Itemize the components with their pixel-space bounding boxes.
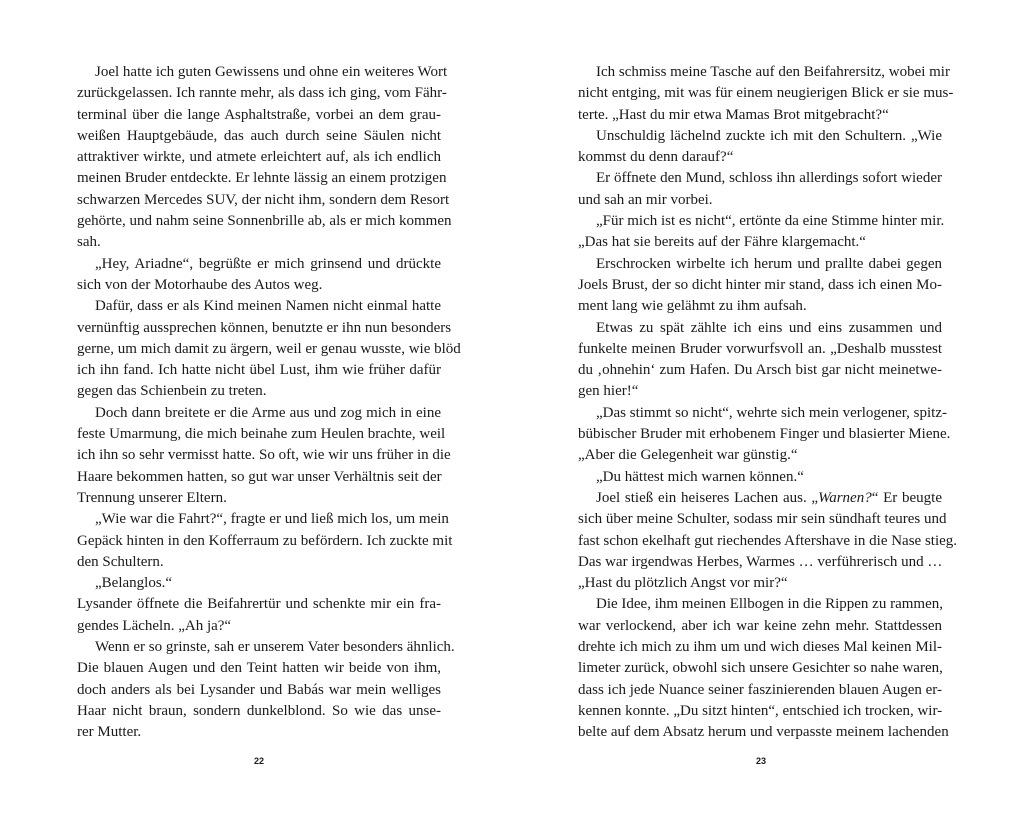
text-line: „Das hat sie bereits auf der Fähre klargemacht.“ xyxy=(578,234,866,251)
right-page-text xyxy=(578,62,958,744)
text-line: Das war irgendwas Herbes, Warmes … verführerisch und … xyxy=(578,553,943,570)
text-line: terte. „Hast du mir etwa Mamas Brot mitgebracht?“ xyxy=(578,106,889,123)
text-line: Er öffnete den Mund, schloss ihn allerdings sofort wieder xyxy=(596,170,942,187)
text-line: Joel stieß ein heiseres Lachen aus. „Warnen?“ Er beugte xyxy=(596,489,942,506)
left-page xyxy=(77,62,461,744)
text-line: Joels Brust, der so dicht hinter mir stand, dass ich einen Mo- xyxy=(578,276,942,293)
text-line: den Schultern. xyxy=(77,553,164,570)
text-line: ich ihn so sehr vermisst hatte. So oft, wie wir uns früher in die xyxy=(77,447,451,464)
text-line: Haare bekommen hatten, so gut war unser Verhältnis seit der xyxy=(77,468,442,485)
text-line: bübischer Bruder mit erhobenem Finger und blasierter Miene. xyxy=(578,426,951,443)
text-line: fast schon ekelhaft gut riechendes Aftershave in die Nase stieg. xyxy=(578,532,958,549)
text-line: Unschuldig lächelnd zuckte ich mit den Schultern. „Wie xyxy=(596,127,942,144)
text-line: Lysander öffnete die Beifahrertür und schenkte mir ein fra- xyxy=(77,596,441,613)
text-line: limeter zurück, obwohl sich unsere Gesichter so nahe waren, xyxy=(578,660,943,677)
text-line: drehte ich mich zu ihm um und wich dieses Mal keinen Mil- xyxy=(578,639,942,656)
text-line: schwarzen Mercedes SUV, der nicht ihm, sondern dem Resort xyxy=(77,191,450,208)
text-line: sich von der Motorhaube des Autos weg. xyxy=(77,276,323,293)
text-line: terminal über die lange Asphaltstraße, vorbei an dem grau- xyxy=(77,106,441,123)
text-line: „Aber die Gelegenheit war günstig.“ xyxy=(578,447,798,464)
text-line: gerne, um mich damit zu ärgern, weil er genau wusste, wie blöd xyxy=(77,340,461,357)
text-line: Trennung unserer Eltern. xyxy=(77,489,227,506)
emphasis: Warnen? xyxy=(818,489,872,506)
text-line: Wenn er so grinste, sah er unserem Vater besonders ähnlich. xyxy=(95,639,455,656)
text-line: „Du hättest mich warnen können.“ xyxy=(596,468,804,485)
text-line: gen hier!“ xyxy=(578,383,639,400)
text-line: ment lang wie gelähmt zu ihm aufsah. xyxy=(578,298,807,315)
text-line: gendes Lächeln. „Ah ja?“ xyxy=(77,617,232,634)
text-line: „Wie war die Fahrt?“, fragte er und ließ mich los, um mein xyxy=(95,511,449,528)
text-line: „Für mich ist es nicht“, ertönte da eine Stimme hinter mir. xyxy=(596,213,945,230)
text-line: Ich schmiss meine Tasche auf den Beifahrersitz, wobei mir xyxy=(596,64,950,80)
text-line: attraktiver wirkte, und atmete erleichtert auf, als ich endlich xyxy=(77,149,441,166)
text-line: „Das stimmt so nicht“, wehrte sich mein verlogener, spitz- xyxy=(596,404,947,421)
text-line: „Hey, Ariadne“, begrüßte er mich grinsend und drückte xyxy=(95,255,441,272)
left-page-text xyxy=(77,62,461,744)
text-line: war verlockend, aber ich war keine zehn mehr. Stattdessen xyxy=(578,617,942,634)
text-line: gegen das Schienbein zu treten. xyxy=(77,383,267,400)
text-line: du ‚ohnehin‘ zum Hafen. Du Arsch bist gar nicht meinetwe- xyxy=(578,362,942,379)
text-line: gehörte, und nahm seine Sonnenbrille ab, als er mich kommen xyxy=(77,213,452,230)
text-line: nicht entging, mit was für einem neugierigen Blick er sie mus- xyxy=(578,85,954,102)
text-line: feste Umarmung, die mich beinahe zum Heulen brachte, weil xyxy=(77,426,446,443)
text-line: doch anders als bei Lysander und Babás war mein welliges xyxy=(77,681,441,698)
text-line: Dafür, dass er als Kind meinen Namen nicht einmal hatte xyxy=(95,298,441,315)
text-line: Die Idee, ihm meinen Ellbogen in die Rippen zu rammen, xyxy=(596,596,943,613)
text-line: Die blauen Augen und den Teint hatten wir beide von ihm, xyxy=(77,660,441,677)
text-line: dass ich jede Nuance seiner faszinierenden blauen Augen er- xyxy=(578,681,942,698)
text-line: sich über meine Schulter, sodass mir sein sündhaft teures und xyxy=(578,511,947,528)
text-line: rer Mutter. xyxy=(77,724,142,741)
text-line: und sah an mir vorbei. xyxy=(578,191,713,208)
right-page xyxy=(578,62,958,744)
text-line: ich ihn fand. Ich hatte nicht übel Lust, ihm wie früher dafür xyxy=(77,362,441,379)
text-line: Gepäck hinten in den Kofferraum zu befördern. Ich zuckte mit xyxy=(77,532,453,549)
text-line: funkelte meinen Bruder vorwurfsvoll an. „Deshalb musstest xyxy=(578,340,942,357)
text-line: belte auf dem Absatz herum und verpasste meinem lachenden xyxy=(578,724,949,741)
text-line: vernünftig aussprechen können, benutzte er ihn nun besonders xyxy=(77,319,452,336)
text-line: weißen Hauptgebäude, das auch durch seine Säulen nicht xyxy=(77,127,441,144)
text-line: Erschrocken wirbelte ich herum und prallte dabei gegen xyxy=(596,255,942,272)
page-number-right: 23 xyxy=(755,756,766,766)
text-line: Haar nicht braun, sondern dunkelblond. So wie das unse- xyxy=(77,702,441,719)
text-line: Doch dann breitete er die Arme aus und zog mich in eine xyxy=(95,404,441,421)
text-line: kennen konnte. „Du sitzt hinten“, entschied ich trocken, wir- xyxy=(578,702,943,719)
text-line: „Belanglos.“ xyxy=(95,575,173,592)
text-line: sah. xyxy=(77,234,101,251)
text-line: Joel hatte ich guten Gewissens und ohne ein weiteres Wort xyxy=(95,64,448,80)
text-line: kommst du denn darauf?“ xyxy=(578,149,734,166)
text-line: Etwas zu spät zählte ich eins und eins zusammen und xyxy=(596,319,942,336)
text-line: meinen Bruder entdeckte. Er lehnte lässig an einem protzigen xyxy=(77,170,447,187)
text-line: zurückgelassen. Ich rannte mehr, als dass ich ging, vom Fähr- xyxy=(77,85,447,102)
text-line: „Hast du plötzlich Angst vor mir?“ xyxy=(578,575,788,592)
page-number-left: 22 xyxy=(253,756,264,766)
